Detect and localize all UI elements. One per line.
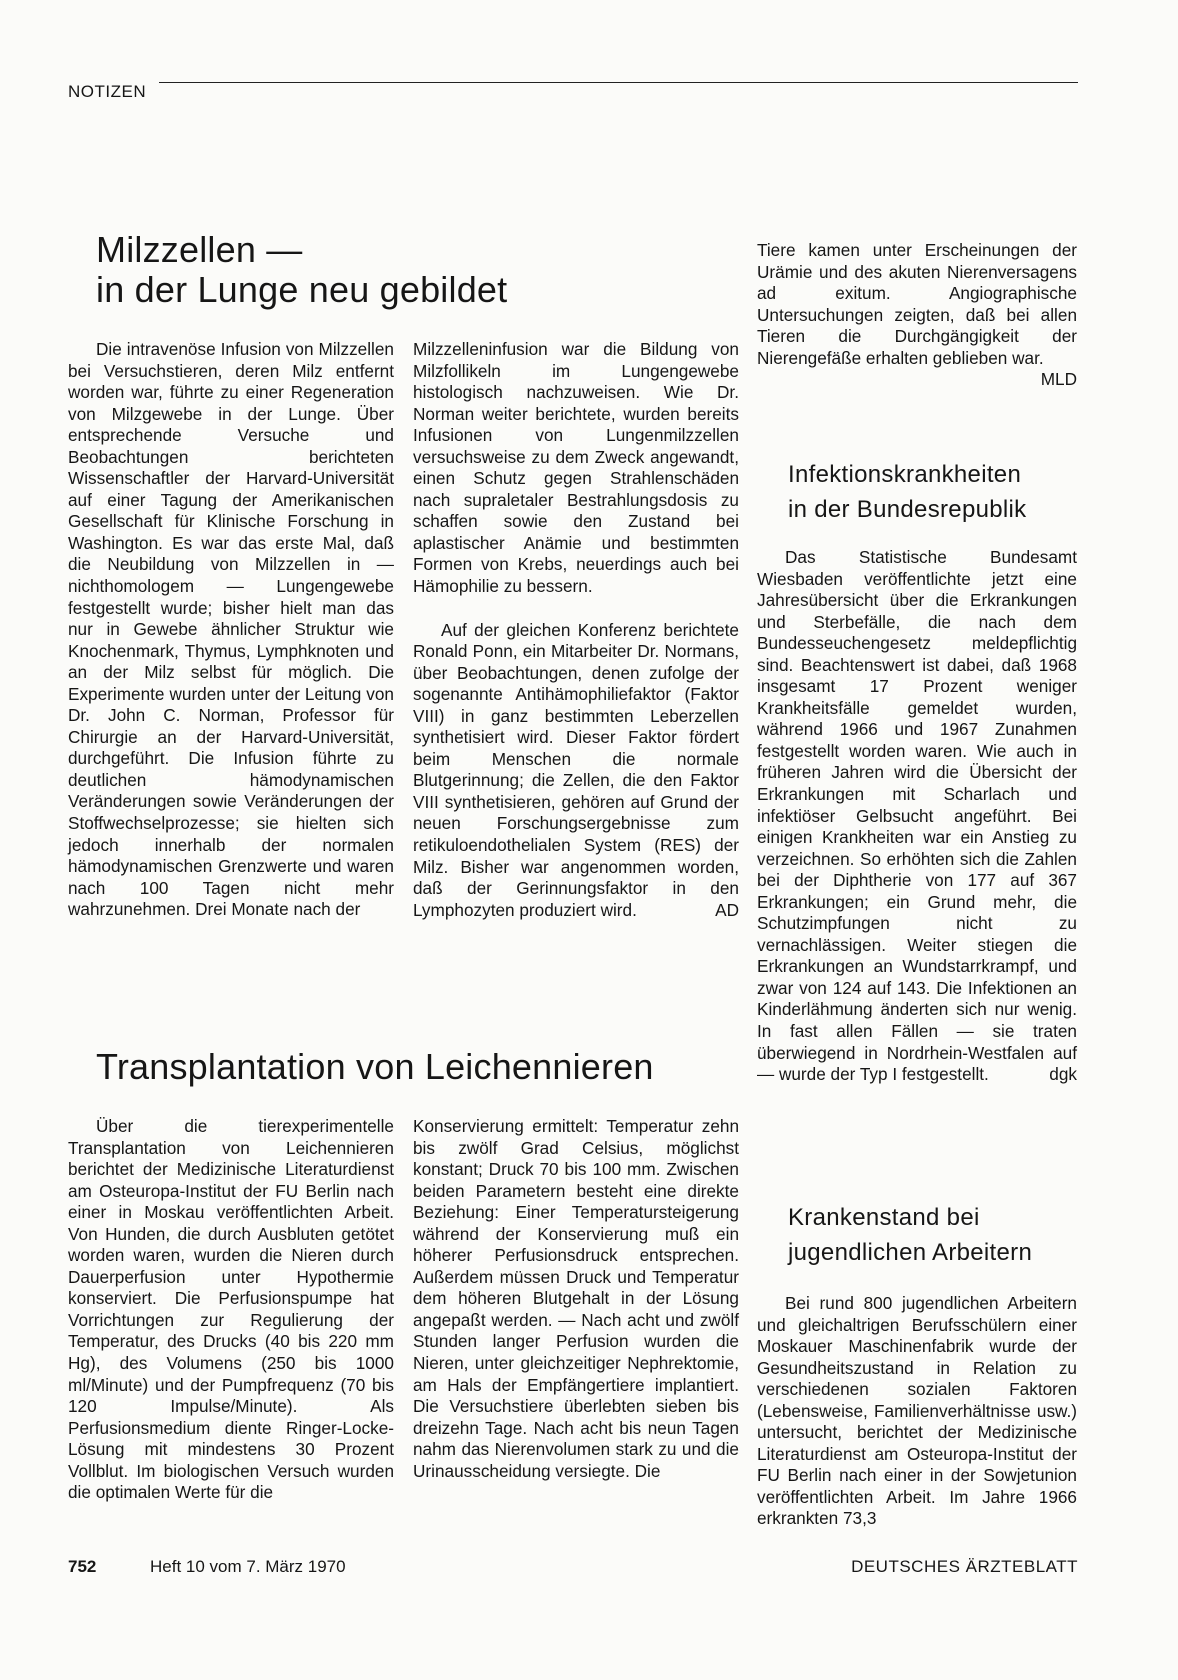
article-milzzellen-title: [96, 230, 507, 310]
article-krankenstand-paragraph: Bei rund 800 jugendlichen Arbeitern und gleichaltrigen Berufsschülern einer Moskauer Maschinenfabrik wurde der Gesundheitszustand in Relation zu verschiedenen sozialen Faktoren (Lebensweise, Familienverhältnisse usw.) untersucht, berichtet der Medizinische Literaturdienst am Osteuropa-Institut der FU Berlin nach einer in der Sowjetunion veröffentlichten Arbeit. Im Jahre 1966 erkrankten 73,3: [757, 1293, 1077, 1529]
article-infektion-title: [788, 457, 1026, 527]
article-transplantation-column1: [68, 1116, 394, 1504]
article-milzzellen-paragraph-text: Auf der gleichen Konferenz berichtete Ronald Ponn, ein Mitarbeiter Dr. Normans, über Beobachtungen, denen zufolge der sogenannte Antihämophiliefaktor (Faktor VIII) in ganz bestimmten Leberzellen synthetisiert wird. Dieser Faktor fördert beim Menschen die normale Blutgerinnung; die Zellen, die den Faktor VIII synthetisieren, gehören auf Grund der neuen Forschungsergebnisse zum retikuloendothelialen System (RES) der Milz. Bisher war angenommen worden, daß der Gerinnungsfaktor in den Lymphozyten produziert wird.: [413, 619, 739, 920]
article-transplantation-title: Transplantation von Leichennieren: [96, 1046, 654, 1087]
article-krankenstand-title: [788, 1200, 1032, 1270]
article-transplantation-paragraph: [757, 240, 1077, 390]
article-transplantation-column2: [413, 1116, 739, 1482]
article-milzzellen-paragraph: Milzzelleninfusion war die Bildung von Milzfollikeln im Lungengewebe histologisch nachzuweisen. Wie Dr. Norman weiter berichtete, wurden bereits Infusionen von Lungenmilzzellen versuchsweise zu dem Zweck angewandt, einen Schutz gegen Strahlenschäden nach supraletaler Bestrahlungsdosis zu schaffen sowie den Zustand bei aplastischer Anämie und bestimmten Formen von Krebs, neuerdings auch bei Hämophilie zu bessern.: [413, 339, 739, 597]
article-infektion-title-line2: in der Bundesrepublik: [788, 496, 1027, 523]
article-milzzellen-column2: [413, 339, 739, 921]
article-transplantation-column3: [757, 240, 1077, 391]
article-infektion-title-line1: Infektionskrankheiten: [788, 461, 1022, 488]
page-number: 752: [68, 1557, 97, 1576]
article-milzzellen-title-line2: in der Lunge neu gebildet: [96, 269, 508, 310]
article-infektion-column: [757, 547, 1077, 1086]
article-transplantation-paragraph-text: Tiere kamen unter Erscheinungen der Urämie und des akuten Nierenversagens ad exitum. Angiographische Untersuchungen zeigten, daß bei allen Tieren die Durchgängigkeit der Nierengefäße erhalten geblieben war.: [757, 240, 1077, 368]
article-milzzellen-title-line1: Milzzellen —: [96, 229, 303, 270]
running-header: [68, 82, 1078, 106]
article-transplantation-paragraph: Über die tierexperimentelle Transplantation von Leichennieren berichtet der Medizinische Literaturdienst am Osteuropa-Institut der FU Berlin nach einer in Moskau veröffentlichten Arbeit. Von Hunden, die durch Ausbluten getötet worden waren, wurden die Nieren durch Dauerperfusion unter Hypothermie konserviert. Die Perfusionspumpe hat Vorrichtungen zur Regulierung der Temperatur, des Drucks (40 bis 220 mm Hg), des Volumens (250 bis 1000 ml/Minute) und der Pumpfrequenz (70 bis 120 Impulse/Minute). Als Perfusionsmedium diente Ringer-Locke-Lösung mit mindestens 30 Prozent Vollblut. Im biologischen Versuch wurden die optimalen Werte für die: [68, 1116, 394, 1503]
article-krankenstand-title-line2: jugendlichen Arbeitern: [788, 1239, 1033, 1266]
author-signature: dgk: [1049, 1064, 1077, 1085]
author-signature: MLD: [1040, 369, 1077, 390]
article-krankenstand-column: [757, 1293, 1077, 1530]
author-signature: AD: [715, 899, 739, 920]
article-milzzellen-paragraph: Die intravenöse Infusion von Milzzellen bei Versuchstieren, deren Milz entfernt worden war, führte zu einer Regeneration von Milzgewebe in der Lunge. Über entsprechende Versuche und Beobachtungen berichteten Wissenschaftler der Harvard-Universität auf einer Tagung der Amerikanischen Gesellschaft für Klinische Forschung in Washington. Es war das erste Mal, daß die Neubildung von Milzzellen in — nichthomologem — Lungengewebe festgestellt wurde; bisher hielt man das nur in Gewebe ähnlicher Struktur wie Knochenmark, Thymus, Lymphknoten und an der Milz selbst für möglich. Die Experimente wurden unter der Leitung von Dr. John C. Norman, Professor für Chirurgie an der Harvard-Universität, durchgeführt. Die Infusion führte zu deutlichen hämodynamischen Veränderungen sowie Veränderungen der Stoffwechselprozesse; sie hielten sich jedoch innerhalb der normalen hämodynamischen Grenzwerte und waren nach 100 Tagen nicht mehr wahrzunehmen. Drei Monate nach der: [68, 339, 394, 920]
article-milzzellen-paragraph: [413, 620, 739, 922]
journal-name: DEUTSCHES ÄRZTEBLATT: [851, 1557, 1078, 1576]
header-rule: [159, 82, 1078, 83]
article-infektion-paragraph-text: Das Statistische Bundesamt Wiesbaden veröffentlichte jetzt eine Jahresübersicht über die Erkrankungen und Sterbefälle, die nach dem Bundesseuchengesetz meldepflichtig sind. Beachtenswert ist dabei, daß 1968 insgesamt 17 Prozent weniger Krankheitsfälle gemeldet wurden, während 1966 und 1967 Zunahmen festgestellt worden waren. Wie auch in früheren Jahren wird die Übersicht der Erkrankungen mit Scharlach und infektiöser Gelbsucht angeführt. Bei einigen Krankheiten war ein Anstieg zu verzeichnen. So erhöhten sich die Zahlen bei der Diphtherie von 177 auf 367 Erkrankungen; ein Grund mehr, die Schutzimpfungen nicht zu vernachlässigen. Weiter stiegen die Erkrankungen an Wundstarrkrampf, und zwar von 124 auf 143. Die Infektionen an Kinderlähmung änderten sich nur wenig. In fast allen Fällen — sie traten überwiegend in Nordrhein-Westfalen auf — wurde der Typ I festgestellt.: [757, 547, 1077, 1085]
section-label: NOTIZEN: [68, 82, 147, 101]
article-transplantation-paragraph: Konservierung ermittelt: Temperatur zehn bis zwölf Grad Celsius, möglichst konstant; Druck 70 bis 100 mm. Zwischen beiden Parametern besteht eine direkte Beziehung: Einer Temperatursteigerung während der Konservierung muß ein höherer Perfusionsdruck entsprechen. Außerdem müssen Druck und Temperatur dem höheren Blutgehalt in der Lösung angepaßt werden. — Nach acht und zwölf Stunden langer Perfusion wurden die Nieren, unter gleichzeitiger Nephrektomie, am Hals der Empfängertiere implantiert. Die Versuchstiere überlebten sieben bis dreizehn Tage. Nach acht bis neun Tagen nahm das Nierenvolumen stark zu und die Urinausscheidung versiegte. Die: [413, 1116, 739, 1481]
article-infektion-paragraph: [757, 547, 1077, 1086]
article-krankenstand-title-line1: Krankenstand bei: [788, 1204, 980, 1231]
article-milzzellen-column1: [68, 339, 394, 921]
issue-info: Heft 10 vom 7. März 1970: [150, 1557, 346, 1576]
page-footer: [68, 1557, 1078, 1581]
